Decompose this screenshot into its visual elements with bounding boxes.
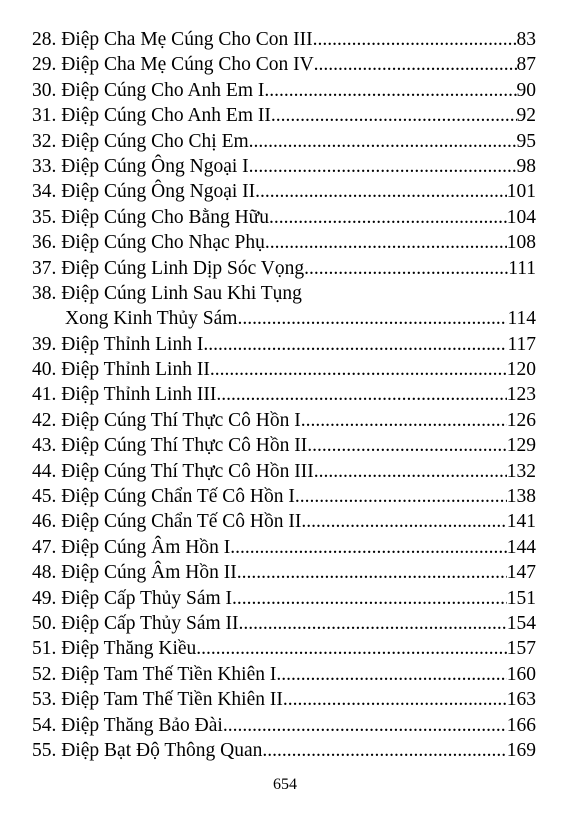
- entry-page: 111: [508, 257, 536, 279]
- dot-leader: [269, 205, 507, 230]
- entry-page: 129: [506, 435, 536, 457]
- entry-title: Điệp Cúng Cho Anh Em II: [61, 105, 271, 127]
- entry-page: 92: [516, 105, 536, 127]
- entry-number: 50.: [32, 612, 57, 634]
- entry-number: 49.: [32, 587, 57, 609]
- entry-number: 52.: [32, 663, 57, 685]
- entry-title: Điệp Thăng Bảo Đài: [61, 714, 223, 736]
- entry-title: Điệp Cúng Âm Hồn I: [61, 536, 231, 558]
- toc-entry: [32, 586, 536, 611]
- dot-leader: [264, 78, 516, 103]
- dot-leader: [307, 433, 507, 458]
- dot-leader: [276, 662, 506, 687]
- entry-page: 169: [506, 739, 536, 761]
- dot-leader: [249, 154, 517, 179]
- entry-title: Điệp Tam Thế Tiền Khiên I: [61, 663, 277, 685]
- entry-page: 160: [506, 663, 536, 685]
- toc-entry: [32, 256, 536, 281]
- dot-leader: [271, 103, 517, 128]
- entry-number: 37.: [32, 257, 57, 279]
- entry-title: Điệp Cúng Cho Chị Em: [61, 130, 249, 152]
- entry-page: 126: [506, 409, 536, 431]
- dot-leader: [239, 611, 507, 636]
- toc-entry-first-line: [32, 281, 536, 306]
- entry-title: Điệp Cúng Âm Hồn II: [61, 562, 237, 584]
- entry-title: Điệp Cha Mẹ Cúng Cho Con IV: [61, 54, 314, 76]
- dot-leader: [255, 179, 507, 204]
- toc-entry: [32, 154, 536, 179]
- toc-entry: [32, 509, 536, 534]
- entry-number: 33.: [32, 155, 57, 177]
- entry-page: 123: [506, 384, 536, 406]
- toc-entry: [32, 103, 536, 128]
- entry-title: Điệp Cúng Ông Ngoại I: [61, 155, 249, 177]
- toc-entry: [32, 662, 536, 687]
- entry-page: 90: [516, 79, 536, 101]
- entry-title: Điệp Thăng Kiều: [61, 638, 197, 660]
- toc-entry: [32, 52, 536, 77]
- toc-entry: [32, 687, 536, 712]
- entry-title: Điệp Cúng Thí Thực Cô Hồn III: [61, 460, 314, 482]
- entry-page: 151: [506, 587, 536, 609]
- entry-title: Điệp Cúng Chẩn Tế Cô Hồn II: [61, 511, 302, 533]
- entry-number: 36.: [32, 232, 57, 254]
- dot-leader: [304, 256, 508, 281]
- dot-leader: [283, 687, 507, 712]
- toc-entry: [32, 459, 536, 484]
- entry-page: 101: [506, 181, 536, 203]
- dot-leader: [196, 636, 506, 661]
- entry-number: 41.: [32, 384, 57, 406]
- entry-title: Điệp Cúng Thí Thực Cô Hồn I: [61, 409, 301, 431]
- entry-page: 83: [516, 29, 536, 50]
- entry-page: 132: [506, 460, 536, 482]
- entry-page: 141: [506, 511, 536, 533]
- entry-page: 104: [506, 206, 536, 228]
- dot-leader: [230, 535, 507, 560]
- dot-leader: [210, 357, 507, 382]
- entry-number: 35.: [32, 206, 57, 228]
- entry-number: 28.: [32, 29, 57, 50]
- entry-page: 98: [516, 155, 536, 177]
- entry-title: Điệp Cúng Linh Dịp Sóc Vọng: [61, 257, 305, 279]
- entry-page: 117: [507, 333, 536, 355]
- entry-title: Điệp Cúng Cho Bằng Hữu: [61, 206, 269, 228]
- entry-number: 45.: [32, 486, 57, 508]
- entry-title: Điệp Cúng Cho Anh Em I: [61, 79, 265, 101]
- dot-leader: [216, 382, 506, 407]
- entry-title: Điệp Tam Thế Tiền Khiên II: [61, 689, 283, 711]
- entry-number: 39.: [32, 333, 57, 355]
- dot-leader: [301, 408, 507, 433]
- entry-title: Điệp Cúng Chẩn Tế Cô Hồn I: [61, 486, 295, 508]
- entry-number: 29.: [32, 54, 57, 76]
- toc-entry: [32, 230, 536, 255]
- dot-leader: [237, 306, 507, 331]
- entry-number: 32.: [32, 130, 57, 152]
- toc-entry: [32, 636, 536, 661]
- entry-title: Điệp Thỉnh Linh III: [61, 384, 217, 406]
- toc-entry: [32, 484, 536, 509]
- entry-number: 53.: [32, 689, 57, 711]
- toc-entry: [32, 129, 536, 154]
- dot-leader: [232, 586, 507, 611]
- entry-number: 34.: [32, 181, 57, 203]
- toc-entry: [32, 535, 536, 560]
- entry-page: 120: [506, 359, 536, 381]
- entry-title: Điệp Thỉnh Linh I: [61, 333, 204, 355]
- toc-entry: [32, 78, 536, 103]
- toc-entry: [32, 382, 536, 407]
- entry-title: Điệp Cấp Thủy Sám I: [61, 587, 233, 609]
- entry-title: Điệp Cúng Ông Ngoại II: [61, 181, 256, 203]
- entry-title: Điệp Cúng Cho Nhạc Phụ: [61, 232, 265, 254]
- entry-number: 54.: [32, 714, 57, 736]
- dot-leader: [313, 27, 517, 52]
- toc-entry: [32, 408, 536, 433]
- toc-entry: [32, 738, 536, 763]
- entry-number: 31.: [32, 105, 57, 127]
- toc-entry: [32, 560, 536, 585]
- dot-leader: [223, 713, 507, 738]
- entry-number: 38.: [32, 282, 57, 304]
- toc-entry: [32, 205, 536, 230]
- page-number: 654: [273, 776, 297, 793]
- dot-leader: [237, 560, 507, 585]
- entry-page: 154: [506, 612, 536, 634]
- toc-entry: [32, 357, 536, 382]
- entry-page: 95: [516, 130, 536, 152]
- entry-number: 44.: [32, 460, 57, 482]
- toc-entry: [32, 433, 536, 458]
- entry-number: 51.: [32, 638, 57, 660]
- dot-leader: [249, 129, 517, 154]
- toc-entry: [32, 713, 536, 738]
- dot-leader: [295, 484, 507, 509]
- dot-leader: [301, 509, 506, 534]
- entry-number: 30.: [32, 79, 57, 101]
- dot-leader: [262, 738, 506, 763]
- entry-page: 157: [506, 638, 536, 660]
- dot-leader: [265, 230, 507, 255]
- toc-entry: [32, 179, 536, 204]
- entry-number: 48.: [32, 562, 57, 584]
- entry-page: 166: [506, 714, 536, 736]
- entry-page: 108: [506, 232, 536, 254]
- dot-leader: [314, 459, 507, 484]
- entry-number: 46.: [32, 511, 57, 533]
- entry-page: 163: [506, 689, 536, 711]
- entry-number: 42.: [32, 409, 57, 431]
- entry-page: 147: [506, 562, 536, 584]
- entry-page: 138: [506, 486, 536, 508]
- entry-number: 47.: [32, 536, 57, 558]
- dot-leader: [314, 52, 517, 77]
- entry-page: 144: [506, 536, 536, 558]
- entry-number: 43.: [32, 435, 57, 457]
- entry-title: Điệp Cúng Linh Sau Khi Tụng: [61, 282, 302, 304]
- toc-entry: [32, 27, 536, 52]
- entry-title: Điệp Cúng Thí Thực Cô Hồn II: [61, 435, 308, 457]
- entry-title: Điệp Cha Mẹ Cúng Cho Con III: [61, 29, 313, 50]
- entry-title: Điệp Thỉnh Linh II: [61, 359, 210, 381]
- entry-title-continuation: Xong Kinh Thủy Sám: [65, 308, 238, 330]
- entry-page: 87: [516, 54, 536, 76]
- entry-page: 114: [507, 308, 536, 330]
- toc-entry: [32, 332, 536, 357]
- entry-title: Điệp Cấp Thủy Sám II: [61, 612, 239, 634]
- dot-leader: [203, 332, 507, 357]
- entry-number: 55.: [32, 739, 57, 761]
- toc-entry-continuation: [32, 306, 536, 331]
- table-of-contents: [32, 27, 536, 763]
- toc-entry: [32, 611, 536, 636]
- entry-title: Điệp Bạt Độ Thông Quan: [61, 739, 263, 761]
- entry-number: 40.: [32, 359, 57, 381]
